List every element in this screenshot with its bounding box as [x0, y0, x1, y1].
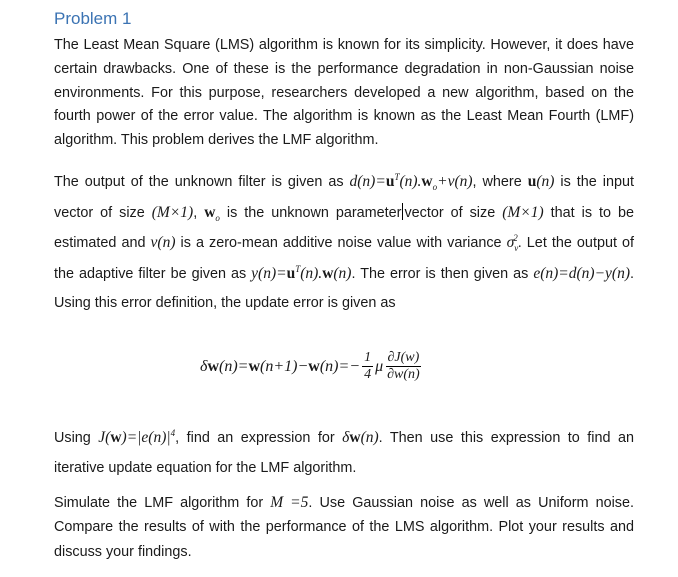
unknown-filter-output-expr: $d(n)=u^T(n).w_o+v(n)$ — [349, 171, 473, 193]
size-expr-1: (M×1) — [151, 203, 194, 221]
input-vector-expr: u(n) — [527, 172, 555, 190]
cost-function-expr: $J(w)=|e(n)|^4$ — [98, 427, 176, 446]
weight-update-expr: δw(n) — [342, 429, 379, 446]
gradient-fraction: $\frac{\partial J(w)}{\partial w(n)}$ — [387, 350, 420, 382]
filter-definition-paragraph: The output of the unknown filter is given as $d(n)=u^T(n).w_o+v(n)$, where u(n) is the input vector of size (M×1), $w_o$ is the unknown parameter vector of size (M×1) that is to be estimated and v(n) is a zero-mean additive noise value with variance $\sigma_v^2$. Let the output of the adaptive filter be given as $y(n)=u^T(n).w(n)$. The error is then given as e(n)=d(n)−y(n). Using this error definition, the update error is given as — [54, 171, 635, 312]
task-section — [54, 423, 634, 564]
update-error-equation: δw(n)=w(n+1)−w(n)=− $\frac{1}{4}$ μ $\frac{\partial J(w)}{\partial w(n)}$ — [200, 350, 420, 382]
intro-paragraph: The Least Mean Square (LMS) algorithm is known for its simplicity. However, it does have certain drawbacks. One of these is the performance degradation in non-Gaussian noise environments. For this purpose, researchers developed a new algorithm, based on the fourth power of the error value. The algorithm is known as the Least Mean Fourth (LMF) algorithm. This problem derives the LMF algorithm. — [54, 37, 634, 149]
adaptive-output-expr: $y(n)=u^T(n).w(n)$ — [251, 263, 352, 282]
problem-document — [54, 8, 634, 319]
problem-title: Problem 1 — [54, 9, 132, 28]
noise-expr: v(n) — [150, 234, 176, 252]
size-expr-2: (M×1) — [502, 203, 544, 221]
filter-order-expr: M =5 — [270, 494, 309, 512]
derivation-task-paragraph: Using $J(w)=|e(n)|^4$, find an expression for δw(n). Then use this expression to find an iterative update equation for the LMF algorithm. — [54, 427, 634, 476]
error-expr: e(n)=d(n)−y(n) — [533, 264, 630, 282]
quarter-fraction: $\frac{1}{4}$ — [364, 350, 372, 382]
parameter-vector-expr: $w_o$ — [204, 203, 220, 223]
simulation-task-paragraph: Simulate the LMF algorithm for M =5. Use Gaussian noise as well as Uniform noise. Compare the results of with the performance of the LMS algorithm. Plot your results and discuss your findings. — [54, 494, 634, 560]
variance-expr: $\sigma_v^2$ — [506, 233, 519, 254]
